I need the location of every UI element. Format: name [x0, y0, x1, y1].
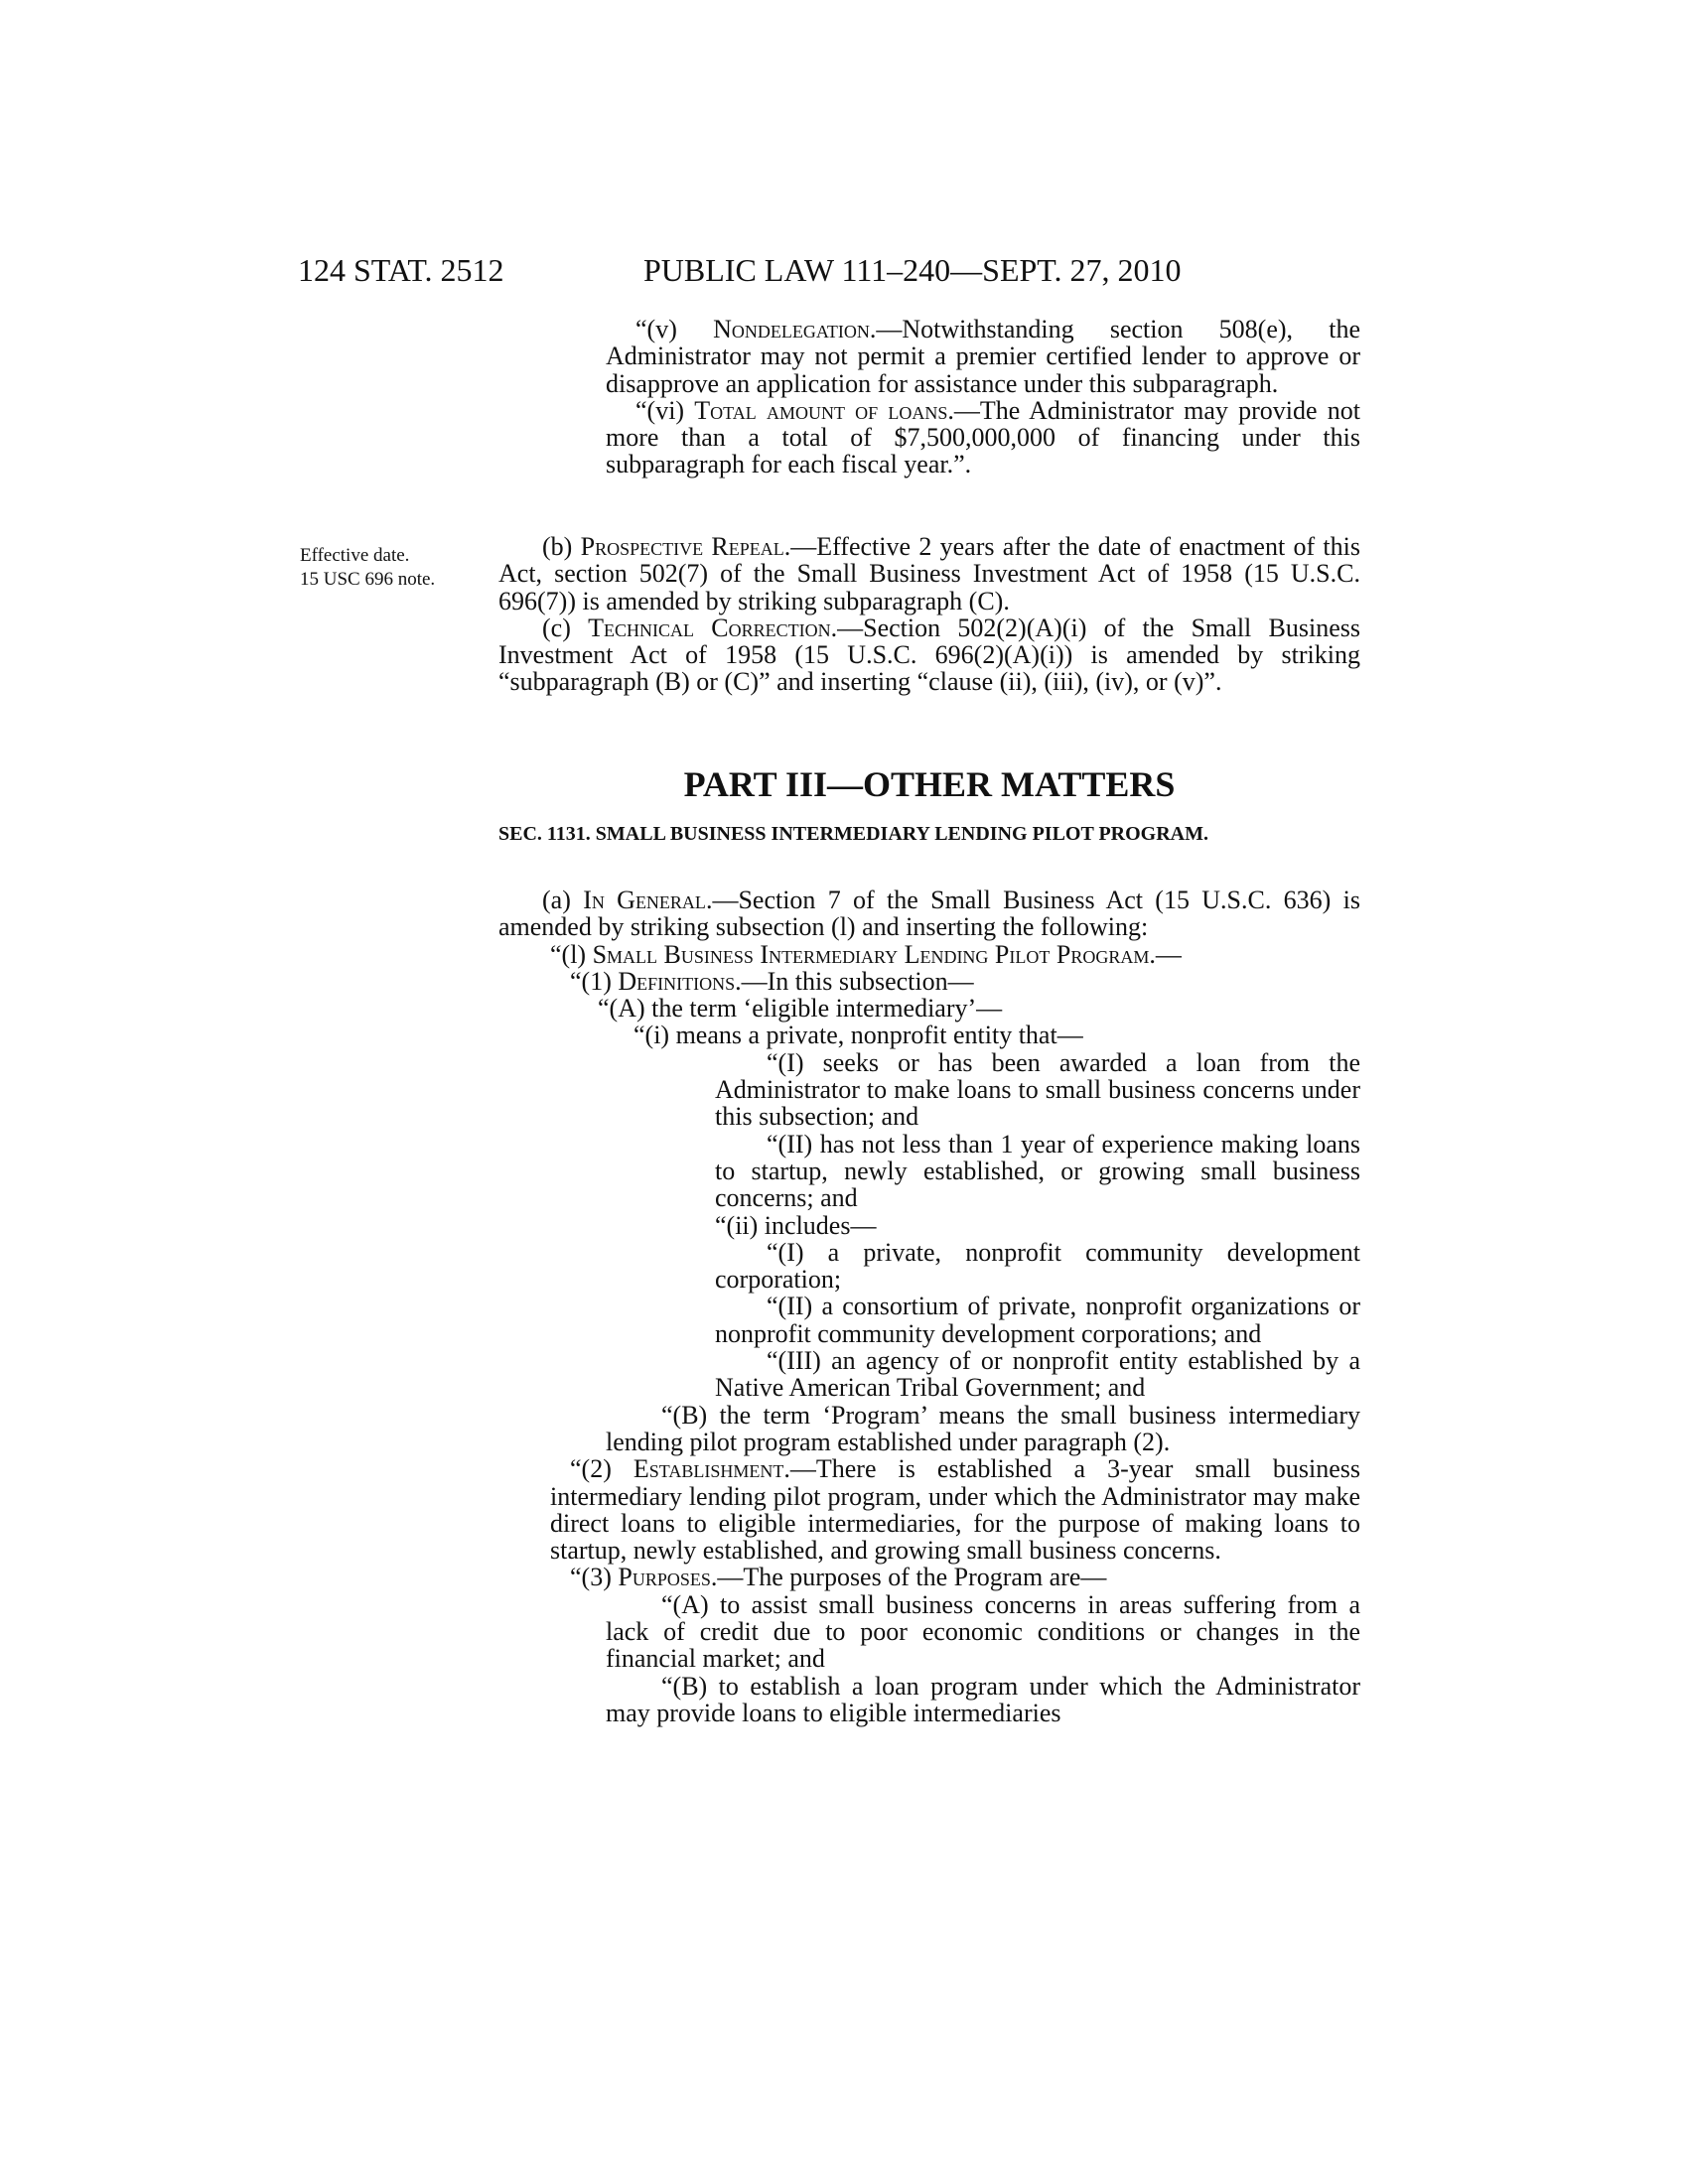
clause-vi: “(vi) Total amount of loans.—The Administrator may provide not more than a total of $7,500,000,000 of financing under this subparagraph for each fiscal year.”. — [606, 395, 1360, 479]
subsection-l: “(l) Small Business Intermediary Lending Pilot Program.— — [550, 939, 1182, 969]
subclause-i-II: “(II) has not less than 1 year of experience making loans to startup, newly established, or growing small business concerns; and — [715, 1129, 1360, 1213]
clause-i: “(i) means a private, nonprofit entity that— — [633, 1021, 1083, 1050]
subclause-i-I: “(I) seeks or has been awarded a loan from the Administrator to make loans to small business concerns under this subsection; and — [715, 1047, 1360, 1132]
subclause-ii-I: “(I) a private, nonprofit community development corporation; — [715, 1237, 1360, 1295]
subsection-l-heading: Small Business Intermediary Lending Pilot Program — [592, 939, 1150, 969]
paragraph-1-heading: Definitions — [618, 966, 736, 996]
paragraph-2-heading: Establishment — [633, 1454, 784, 1484]
subclause-ii-III: “(III) an agency of or nonprofit entity established by a Native American Tribal Government; and — [715, 1346, 1360, 1403]
clause-ii: “(ii) includes— — [715, 1210, 877, 1240]
purpose-B: “(B) to establish a loan program under which the Administrator may provide loans to eligible intermediaries — [606, 1671, 1360, 1727]
paragraph-3: “(3) Purposes.—The purposes of the Program are— — [570, 1563, 1107, 1592]
subclause-ii-II: “(II) a consortium of private, nonprofit organizations or nonprofit community development corporations; and — [715, 1292, 1360, 1348]
subsection-b-heading: Prospective Repeal — [580, 532, 784, 561]
paragraph-1: “(1) Definitions.—In this subsection— — [570, 966, 974, 996]
subparagraph-B: “(B) the term ‘Program’ means the small business intermediary lending pilot program established under paragraph (2). — [606, 1400, 1360, 1456]
margin-notes — [300, 544, 435, 592]
subsection-c: (c) Technical Correction.—Section 502(2)(A)(i) of the Small Business Investment Act of 1958 (15 U.S.C. 696(2)(A)(i)) is amended by striking “subparagraph (B) or (C)” and inserting “clause (ii), (iii), (iv), or (v)”. — [498, 613, 1361, 697]
page-citation: 124 STAT. 2512 — [298, 252, 504, 288]
subsection-b: (b) Prospective Repeal.—Effective 2 years after the date of enactment of this Act, section 502(7) of the Small Business Investment Act of 1958 (15 U.S.C. 696(7)) is amended by striking subparagraph (C). — [498, 532, 1360, 615]
paragraph-2: “(2) Establishment.—There is established a 3-year small business intermediary lending pilot program, under which the Administrator may make direct loans to eligible intermediaries, for the purpose of making loans to startup, newly established, and growing small business concerns. — [550, 1454, 1361, 1566]
paragraph-3-heading: Purposes — [618, 1563, 711, 1592]
purpose-A: “(A) to assist small business concerns in areas suffering from a lack of credit due to poor economic conditions or changes in the financial market; and — [606, 1589, 1360, 1674]
clause-vi-heading: Total amount of loans — [694, 395, 948, 425]
subsection-c-heading: Technical Correction — [588, 613, 831, 642]
clause-v: “(v) Nondelegation.—Notwithstanding section 508(e), the Administrator may not permit a premier certified lender to approve or disapprove an application for assistance under this subparagraph. — [606, 315, 1360, 398]
subsection-a: (a) In General.—Section 7 of the Small Business Act (15 U.S.C. 636) is amended by striking subsection (l) and inserting the following: — [498, 886, 1360, 942]
subsection-a-heading: In General — [583, 886, 706, 914]
clause-v-heading: Nondelegation — [713, 315, 870, 343]
margin-note-usc: 15 USC 696 note. — [300, 569, 436, 590]
subparagraph-A: “(A) the term ‘eligible intermediary’— — [598, 994, 1003, 1024]
clauses-v-vi — [498, 316, 1360, 478]
part-title: PART III—OTHER MATTERS — [683, 764, 1176, 804]
section-body — [498, 887, 1360, 1726]
section-title: SEC. 1131. SMALL BUSINESS INTERMEDIARY LENDING PILOT PROGRAM. — [498, 823, 1208, 845]
running-header: PUBLIC LAW 111–240—SEPT. 27, 2010 — [643, 252, 1182, 288]
subsections-b-c — [498, 533, 1360, 696]
margin-note-effective-date: Effective date. — [300, 545, 410, 566]
